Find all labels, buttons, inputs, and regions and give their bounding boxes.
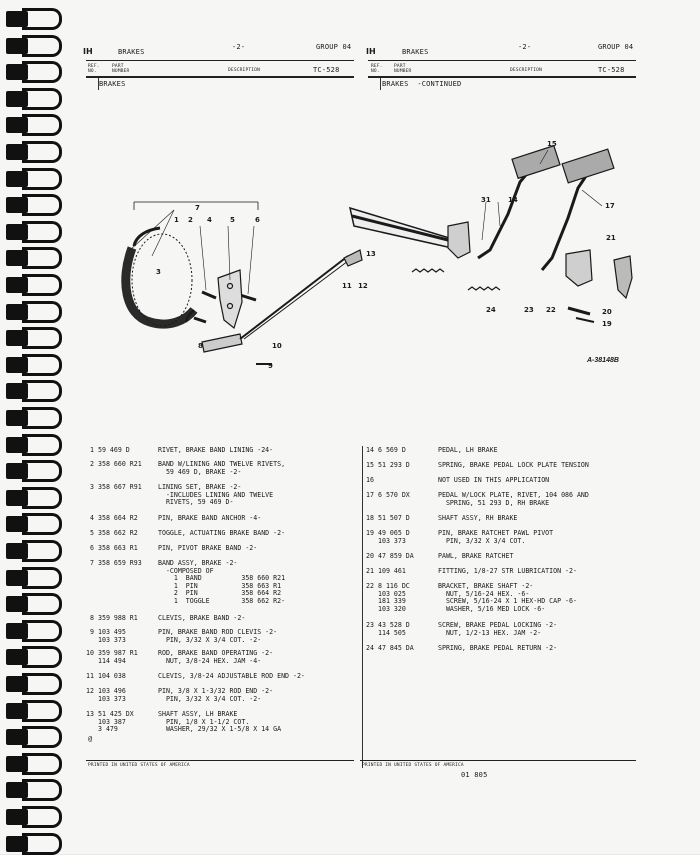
left-footer-rule bbox=[86, 760, 354, 761]
ref-number: 21 bbox=[366, 567, 374, 575]
part-description: PEDAL, LH BRAKE bbox=[438, 446, 498, 454]
ref-number: 14 bbox=[366, 446, 374, 454]
binding-ring bbox=[6, 114, 62, 136]
callout-14: 14 bbox=[508, 196, 518, 204]
washer-mark: @ bbox=[88, 735, 93, 743]
part-number: 358 663 R1 bbox=[98, 544, 138, 552]
part-description: PIN, 3/8 X 1-3/32 ROD END -2- PIN, 3/32 X 3/4 COT. -2- bbox=[158, 687, 274, 703]
callout-1: 1 bbox=[174, 216, 179, 224]
callout-2: 2 bbox=[188, 216, 193, 224]
callout-23: 23 bbox=[524, 306, 534, 314]
part-description: PIN, BRAKE BAND ANCHOR -4- bbox=[158, 514, 262, 522]
binding-ring bbox=[6, 88, 62, 110]
binding-ring bbox=[6, 460, 62, 482]
ref-number: 2 bbox=[90, 460, 94, 468]
right-printed-note: PRINTED IN UNITED STATES OF AMERICA bbox=[362, 763, 464, 768]
ref-number: 11 bbox=[86, 672, 94, 680]
ref-number: 8 bbox=[90, 614, 94, 622]
part-number: 6 570 DX bbox=[378, 491, 410, 499]
brake-band-drawing bbox=[126, 228, 194, 326]
part-description: BAND ASSY, BRAKE -2- -COMPOSED OF 1 BAND 358 660 R21 1 PIN 358 663 R1 2 PIN 358 664 R2 1 TOGGLE 358 662 R2- bbox=[158, 559, 286, 605]
binding-ring bbox=[6, 620, 62, 642]
part-number: 103 495 103 373 bbox=[98, 628, 126, 644]
left-header-rule-top bbox=[86, 60, 354, 61]
part-number: 358 662 R2 bbox=[98, 529, 138, 537]
callout-5: 5 bbox=[230, 216, 235, 224]
part-number: 59 469 D bbox=[98, 446, 130, 454]
part-description: LINING SET, BRAKE -2- -INCLUDES LINING AND TWELVE RIVETS, 59 469 D- bbox=[158, 483, 274, 507]
ih-logo-right bbox=[366, 47, 376, 56]
binding-ring bbox=[6, 726, 62, 748]
part-number: 51 507 D bbox=[378, 514, 410, 522]
callout-11: 11 bbox=[342, 282, 352, 290]
binding-ring bbox=[6, 247, 62, 269]
binding-ring bbox=[6, 540, 62, 562]
callout-7: 7 bbox=[195, 204, 200, 212]
part-description: CLEVIS, BRAKE BAND -2- bbox=[158, 614, 246, 622]
part-number: 103 496 103 373 bbox=[98, 687, 126, 703]
ref-number: 22 bbox=[366, 582, 374, 590]
ref-number: 5 bbox=[90, 529, 94, 537]
ref-number: 19 bbox=[366, 529, 374, 537]
callout-6: 6 bbox=[255, 216, 260, 224]
binding-ring bbox=[6, 434, 62, 456]
binding-ring bbox=[6, 513, 62, 535]
callout-17: 17 bbox=[605, 202, 615, 210]
callout-9: 9 bbox=[268, 362, 273, 370]
part-description: SHAFT ASSY, LH BRAKE PIN, 1/8 X 1-1/2 COT. WASHER, 29/32 X 1-5/8 X 14 GA bbox=[158, 710, 282, 734]
ref-number: 12 bbox=[86, 687, 94, 695]
ref-number: 23 bbox=[366, 621, 374, 629]
part-description: TOGGLE, ACTUATING BRAKE BAND -2- bbox=[158, 529, 286, 537]
callout-12: 12 bbox=[358, 282, 368, 290]
binding-ring bbox=[6, 354, 62, 376]
binding-ring bbox=[6, 806, 62, 828]
part-description: NOT USED IN THIS APPLICATION bbox=[438, 476, 550, 484]
part-description: SPRING, BRAKE PEDAL LOCK PLATE TENSION bbox=[438, 461, 589, 469]
left-page-number: -2- bbox=[232, 43, 246, 51]
ref-number: 4 bbox=[90, 514, 94, 522]
left-group-label: GROUP 04 bbox=[316, 43, 352, 51]
left-section-title: BRAKES bbox=[118, 48, 145, 56]
binding-ring bbox=[6, 567, 62, 589]
part-number: 51 425 DX 103 387 3 479 bbox=[98, 710, 134, 734]
diagram-callouts bbox=[156, 140, 616, 370]
part-number: 359 988 R1 bbox=[98, 614, 138, 622]
part-number: 109 461 bbox=[378, 567, 406, 575]
brake-exploded-diagram bbox=[90, 130, 650, 380]
right-margin-tick bbox=[380, 78, 381, 90]
callout-24: 24 bbox=[486, 306, 496, 314]
part-number: 358 667 R91 bbox=[98, 483, 142, 491]
callout-22: 22 bbox=[546, 306, 556, 314]
callout-20: 20 bbox=[602, 308, 612, 316]
ref-number: 6 bbox=[90, 544, 94, 552]
callout-13: 13 bbox=[366, 250, 376, 258]
binding-ring bbox=[6, 593, 62, 615]
binding-ring bbox=[6, 327, 62, 349]
callout-21: 21 bbox=[606, 234, 616, 242]
part-description: SPRING, BRAKE PEDAL RETURN -2- bbox=[438, 644, 558, 652]
binding-ring bbox=[6, 779, 62, 801]
page-code: 01 805 bbox=[461, 771, 488, 779]
binding-ring bbox=[6, 301, 62, 323]
part-description: PIN, BRAKE RATCHET PAWL PIVOT PIN, 3/32 X 3/4 COT. bbox=[438, 529, 554, 545]
part-description: FITTING, 1/8-27 STR LUBRICATION -2- bbox=[438, 567, 577, 575]
part-description: BRACKET, BRAKE SHAFT -2- NUT, 5/16-24 HEX. -6- SCREW, 5/16-24 X 1 HEX-HD CAP -6- WASHER, 5/16 MED LOCK -6- bbox=[438, 582, 577, 613]
ref-number: 3 bbox=[90, 483, 94, 491]
right-section-title: BRAKES bbox=[402, 48, 429, 56]
part-description: BAND W/LINING AND TWELVE RIVETS, 59 469 D, BRAKE -2- bbox=[158, 460, 286, 476]
spiral-binding bbox=[0, 0, 72, 854]
part-number: 104 038 bbox=[98, 672, 126, 680]
part-number: 6 569 D bbox=[378, 446, 406, 454]
ref-number: 1 bbox=[90, 446, 94, 454]
part-number: 358 660 R21 bbox=[98, 460, 142, 468]
part-number: 358 664 R2 bbox=[98, 514, 138, 522]
right-header-rule-bottom bbox=[368, 76, 636, 78]
ref-number: 7 bbox=[90, 559, 94, 567]
right-subtitle: BRAKES -CONTINUED bbox=[382, 80, 462, 88]
right-part-label: PART NUMBER bbox=[394, 64, 412, 74]
binding-ring bbox=[6, 646, 62, 668]
ref-number: 15 bbox=[366, 461, 374, 469]
ref-number: 9 bbox=[90, 628, 94, 636]
part-description: CLEVIS, 3/8-24 ADJUSTABLE ROD END -2- bbox=[158, 672, 305, 680]
ref-number: 20 bbox=[366, 552, 374, 560]
binding-ring bbox=[6, 221, 62, 243]
left-tc-code: TC-528 bbox=[313, 66, 340, 74]
left-part-label: PART NUMBER bbox=[112, 64, 130, 74]
part-number: 359 987 R1 114 494 bbox=[98, 649, 138, 665]
binding-ring bbox=[6, 35, 62, 57]
part-description: ROD, BRAKE BAND OPERATING -2- NUT, 3/8-24 HEX. JAM -4- bbox=[158, 649, 274, 665]
right-header-rule-top bbox=[368, 60, 636, 61]
left-header-rule-bottom bbox=[86, 76, 354, 78]
ref-number: 24 bbox=[366, 644, 374, 652]
part-number: 47 859 DA bbox=[378, 552, 414, 560]
part-description: PIN, PIVOT BRAKE BAND -2- bbox=[158, 544, 258, 552]
binding-ring bbox=[6, 700, 62, 722]
right-ref-label: REF. NO. bbox=[371, 64, 383, 74]
part-description: SCREW, BRAKE PEDAL LOCKING -2- NUT, 1/2-13 HEX. JAM -2- bbox=[438, 621, 558, 637]
binding-ring bbox=[6, 380, 62, 402]
part-number: 47 845 DA bbox=[378, 644, 414, 652]
callout-8: 8 bbox=[198, 342, 203, 350]
figure-id: A-38148B bbox=[587, 357, 619, 364]
binding-ring bbox=[6, 274, 62, 296]
ref-number: 13 bbox=[86, 710, 94, 718]
right-footer-rule bbox=[360, 760, 636, 761]
binding-ring bbox=[6, 194, 62, 216]
ih-logo-left bbox=[83, 47, 93, 56]
binding-ring bbox=[6, 8, 62, 30]
left-desc-label: DESCRIPTION bbox=[228, 68, 261, 73]
part-number: 43 528 D 114 505 bbox=[378, 621, 410, 637]
left-ref-label: REF. NO. bbox=[88, 64, 100, 74]
callout-3: 3 bbox=[156, 268, 161, 276]
binding-ring bbox=[6, 487, 62, 509]
part-number: 8 116 DC 103 025 181 339 103 320 bbox=[378, 582, 410, 613]
ref-number: 16 bbox=[366, 476, 374, 484]
callout-19: 19 bbox=[602, 320, 612, 328]
callout-10: 10 bbox=[272, 342, 282, 350]
part-number: 49 065 D 103 373 bbox=[378, 529, 410, 545]
right-group-label: GROUP 04 bbox=[598, 43, 634, 51]
ref-number: 18 bbox=[366, 514, 374, 522]
binding-ring bbox=[6, 168, 62, 190]
left-printed-note: PRINTED IN UNITED STATES OF AMERICA bbox=[88, 763, 190, 768]
callout-31: 31 bbox=[481, 196, 491, 204]
ih-logo-text: IH bbox=[366, 47, 376, 56]
left-margin-tick bbox=[98, 78, 99, 90]
part-description: PAWL, BRAKE RATCHET bbox=[438, 552, 514, 560]
callout-4: 4 bbox=[207, 216, 212, 224]
part-number: 358 659 R93 bbox=[98, 559, 142, 567]
right-tc-code: TC-528 bbox=[598, 66, 625, 74]
binding-ring bbox=[6, 61, 62, 83]
binding-ring bbox=[6, 833, 62, 855]
ref-number: 10 bbox=[86, 649, 94, 657]
part-number: 51 293 D bbox=[378, 461, 410, 469]
part-description: PIN, BRAKE BAND ROD CLEVIS -2- PIN, 3/32 X 3/4 COT. -2- bbox=[158, 628, 278, 644]
right-page-number: -2- bbox=[518, 43, 532, 51]
part-description: PEDAL W/LOCK PLATE, RIVET, 104 086 AND SPRING, 51 293 D, RH BRAKE bbox=[438, 491, 589, 507]
part-description: RIVET, BRAKE BAND LINING -24- bbox=[158, 446, 274, 454]
left-subtitle: BRAKES bbox=[99, 80, 126, 88]
callout-15: 15 bbox=[547, 140, 557, 148]
part-description: SHAFT ASSY, RH BRAKE bbox=[438, 514, 518, 522]
binding-ring bbox=[6, 407, 62, 429]
ref-number: 17 bbox=[366, 491, 374, 499]
binding-ring bbox=[6, 673, 62, 695]
binding-ring bbox=[6, 753, 62, 775]
right-desc-label: DESCRIPTION bbox=[510, 68, 543, 73]
ih-logo-text: IH bbox=[83, 47, 93, 56]
binding-ring bbox=[6, 141, 62, 163]
